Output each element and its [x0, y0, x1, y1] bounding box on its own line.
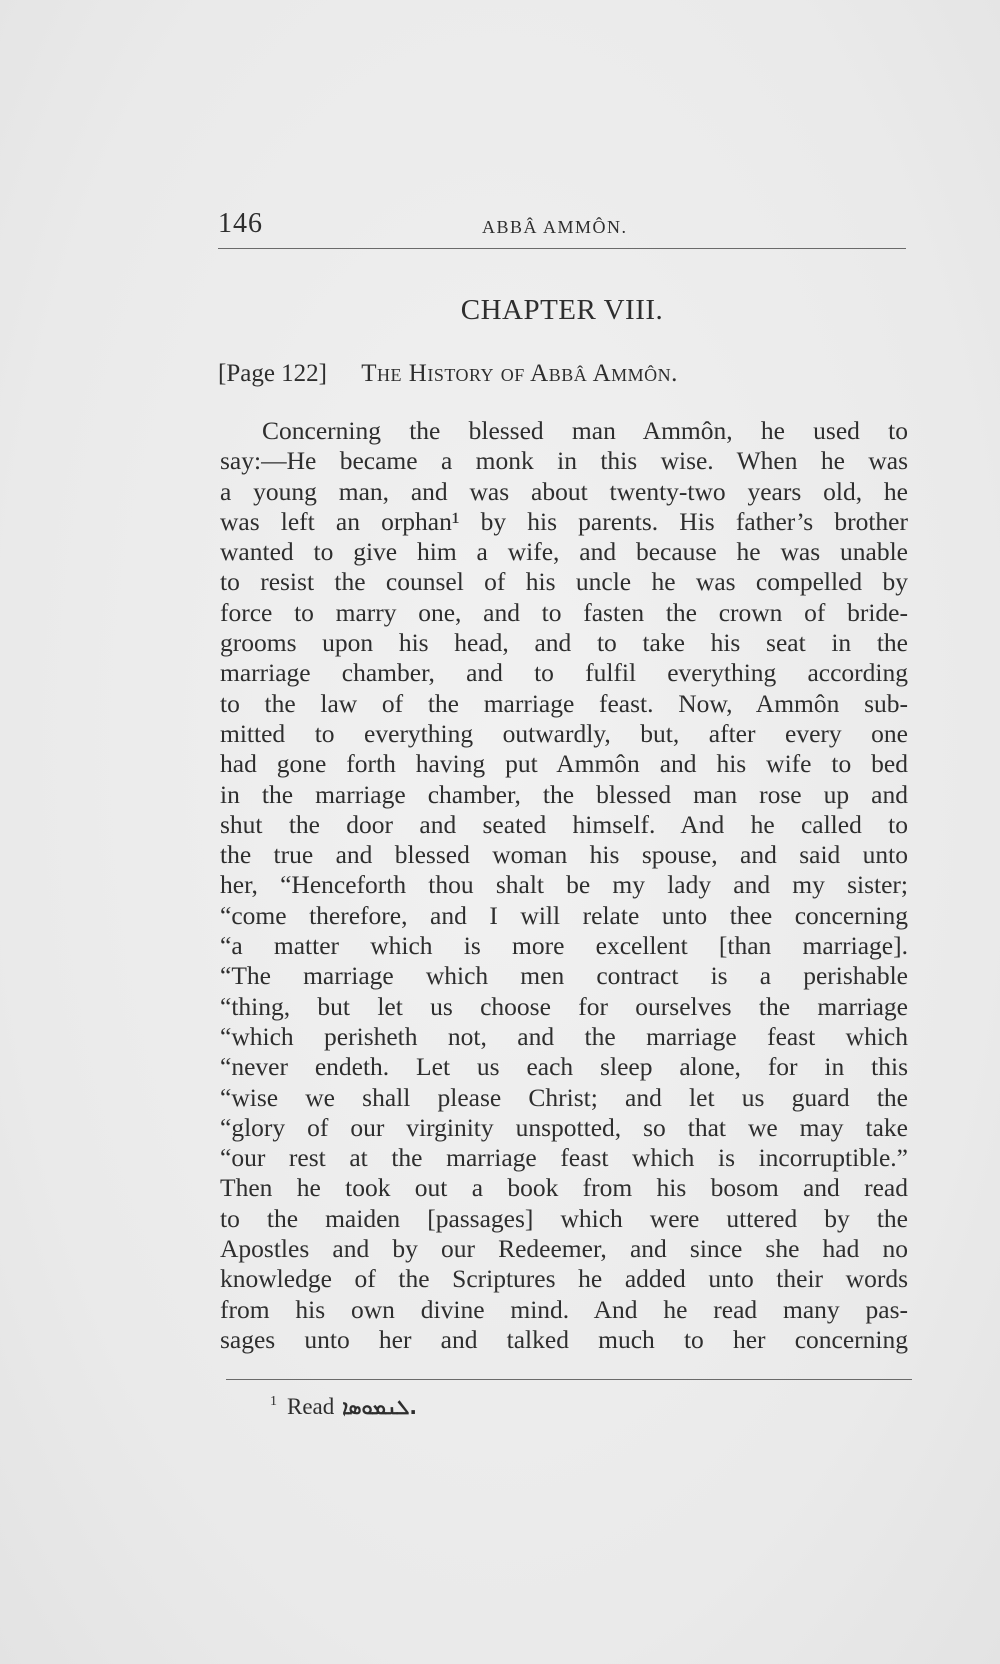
footnote [270, 1394, 417, 1420]
header-rule [218, 248, 906, 249]
text-line: the true and blessed woman his spouse, and said unto [220, 840, 908, 870]
text-line: in the marriage chamber, the blessed man rose up and [220, 779, 908, 809]
text-line: “a matter which is more excellent [than marriage]. [220, 931, 908, 961]
text-line: “never endeth. Let us each sleep alone, for in this [220, 1052, 908, 1082]
text-line: had gone forth having put Ammôn and his wife to bed [220, 749, 908, 779]
section-title: The History of Abbâ Ammôn. [361, 360, 678, 387]
footnote-rule [226, 1379, 912, 1380]
section-heading [218, 360, 906, 388]
running-head [218, 208, 906, 248]
text-line: marriage chamber, and to fulfil everything according [220, 658, 908, 688]
text-line: “come therefore, and I will relate unto thee concerning [220, 900, 908, 930]
chapter-heading: CHAPTER VIII. [460, 294, 664, 326]
running-title: ABBÂ AMMÔN. [482, 217, 628, 237]
text-line: her, “Henceforth thou shalt be my lady and my sister; [220, 870, 908, 900]
text-line: was left an orphan¹ by his parents. His father’s brother [220, 506, 908, 536]
footnote-marker: 1 [270, 1394, 277, 1410]
text-line: “which perisheth not, and the marriage feast which [220, 1021, 908, 1051]
text-line: force to marry one, and to fasten the crown of bride- [220, 597, 908, 627]
text-line: “glory of our virginity unspotted, so that we may take [220, 1112, 908, 1142]
text-line: “The marriage which men contract is a perishable [220, 961, 908, 991]
text-line: sages unto her and talked much to her concerning [220, 1324, 908, 1354]
text-line: to resist the counsel of his uncle he was compelled by [220, 567, 908, 597]
text-line: to the law of the marriage feast. Now, Ammôn sub- [220, 688, 908, 718]
text-line: shut the door and seated himself. And he called to [220, 809, 908, 839]
text-line: wanted to give him a wife, and because he was unable [220, 537, 908, 567]
text-line: say:—He became a monk in this wise. When he was [220, 446, 908, 476]
text-line: to the maiden [passages] which were uttered by the [220, 1203, 908, 1233]
text-line: knowledge of the Scriptures he added unto their words [220, 1264, 908, 1294]
footnote-text: Read [287, 1394, 335, 1419]
text-line: “wise we shall please Christ; and let us guard the [220, 1082, 908, 1112]
body-text [220, 416, 908, 1355]
text-line: “our rest at the marriage feast which is incorruptible.” [220, 1143, 908, 1173]
text-line: mitted to everything outwardly, but, after every one [220, 718, 908, 748]
text-line: from his own divine mind. And he read many pas- [220, 1294, 908, 1324]
text-line: grooms upon his head, and to take his seat in the [220, 628, 908, 658]
footnote-syriac-word: ܠܢܡܘܣܐ. [342, 1395, 417, 1419]
text-line: Apostles and by our Redeemer, and since she had no [220, 1234, 908, 1264]
text-line: Then he took out a book from his bosom and read [220, 1173, 908, 1203]
text-line: a young man, and was about twenty-two years old, he [220, 476, 908, 506]
text-line: “thing, but let us choose for ourselves the marriage [220, 991, 908, 1021]
page-number: 146 [218, 208, 263, 239]
text-line: Concerning the blessed man Ammôn, he used to [262, 416, 908, 445]
page-reference: [Page 122] [218, 360, 327, 387]
